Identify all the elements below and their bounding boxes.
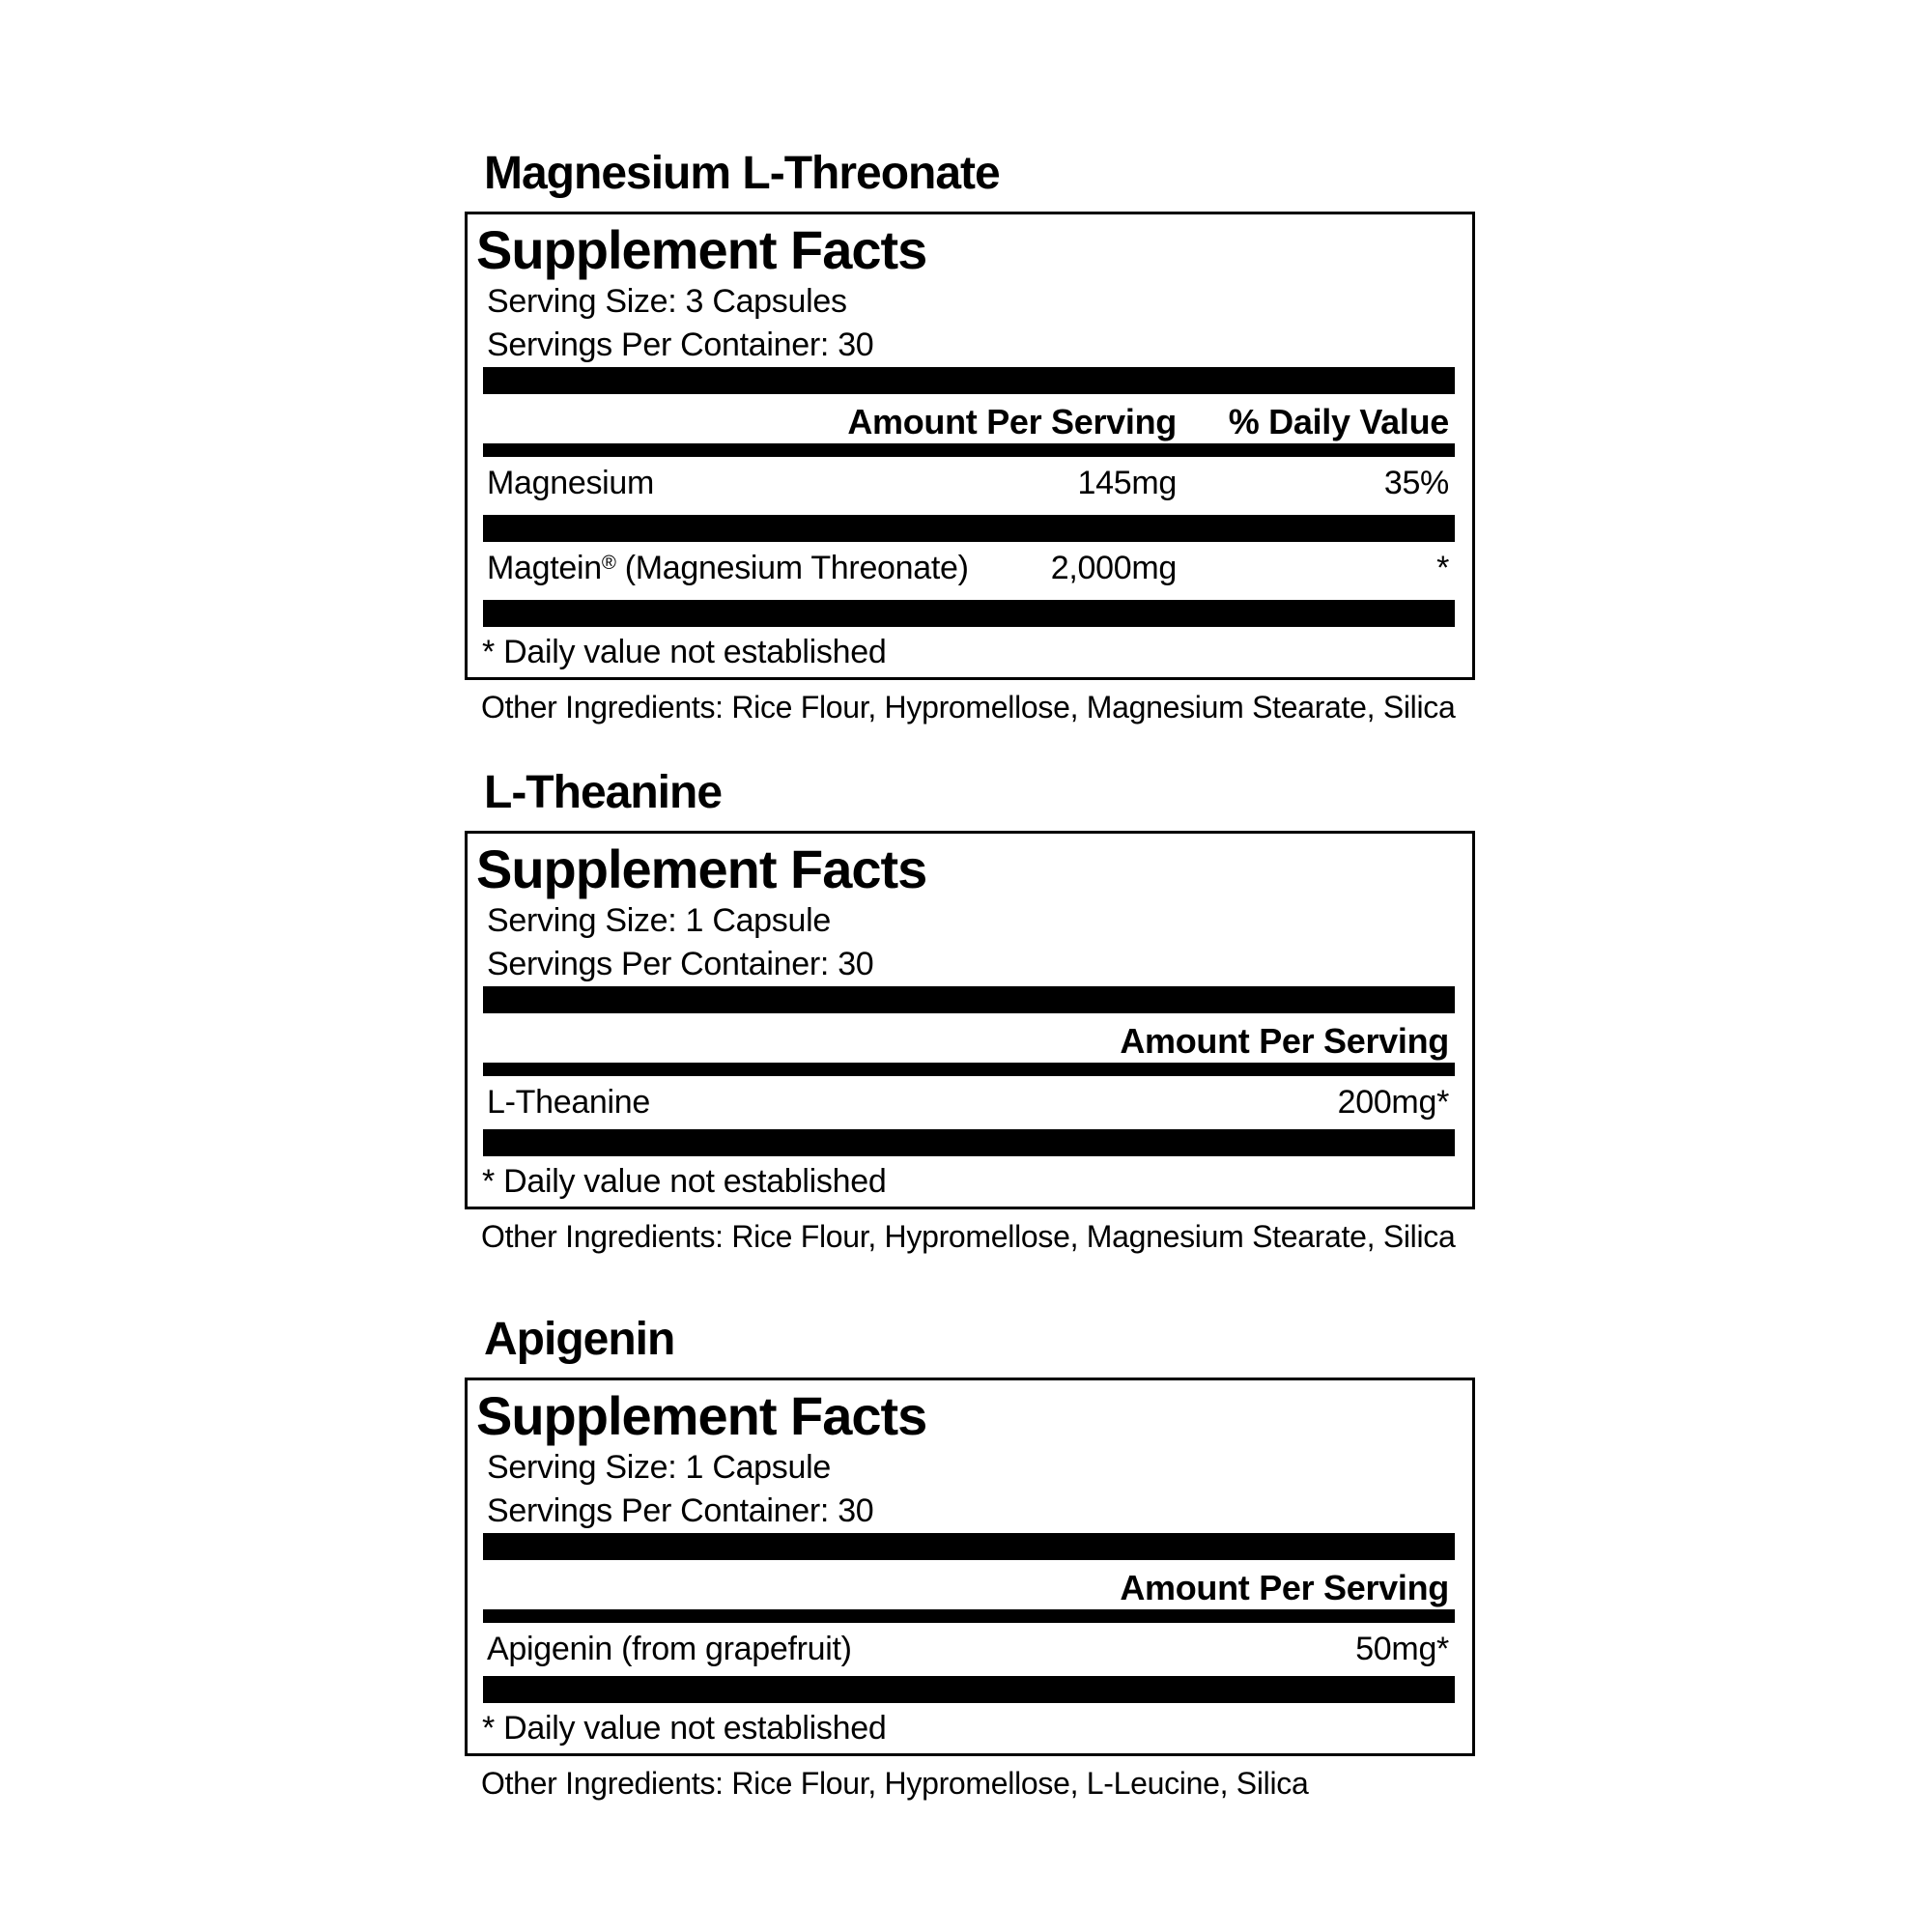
supplement-facts-heading: Supplement Facts	[476, 219, 927, 280]
ingredient-amount: 145mg	[1077, 465, 1177, 501]
divider-bar-thick	[483, 515, 1455, 542]
divider-bar-thick	[483, 367, 1455, 394]
column-header-row	[468, 400, 1472, 443]
other-ingredients: Other Ingredients: Rice Flour, Hypromellose, Magnesium Stearate, Silica	[481, 690, 1456, 724]
other-ingredients: Other Ingredients: Rice Flour, Hypromellose, Magnesium Stearate, Silica	[481, 1219, 1456, 1254]
divider-bar-thin	[483, 443, 1455, 457]
amount-per-serving-header: Amount Per Serving	[1120, 1568, 1449, 1607]
panel-l-theanine	[465, 766, 1475, 1259]
ingredient-name: L-Theanine	[487, 1084, 651, 1121]
servings-per-container: Servings Per Container: 30	[487, 327, 874, 363]
daily-value-header: % Daily Value	[1228, 402, 1449, 441]
daily-value-footnote: * Daily value not established	[482, 634, 887, 670]
panel-title: Magnesium L-Threonate	[484, 148, 1000, 199]
servings-per-container: Servings Per Container: 30	[487, 1492, 874, 1529]
serving-size: Serving Size: 1 Capsule	[487, 1449, 831, 1486]
ingredient-row-l-theanine	[468, 1081, 1472, 1124]
daily-value-footnote: * Daily value not established	[482, 1163, 887, 1200]
other-ingredients: Other Ingredients: Rice Flour, Hypromellose, L-Leucine, Silica	[481, 1766, 1309, 1801]
ingredient-row-magnesium	[468, 462, 1472, 510]
ingredient-row-magtein	[468, 547, 1472, 595]
ingredient-name: Magnesium	[487, 465, 655, 501]
serving-size: Serving Size: 3 Capsules	[487, 283, 847, 320]
panel-title: L-Theanine	[484, 767, 723, 818]
divider-bar-thin	[483, 1609, 1455, 1623]
ingredient-daily-value: 35%	[1383, 465, 1449, 501]
amount-per-serving-header: Amount Per Serving	[1120, 1021, 1449, 1061]
daily-value-footnote: * Daily value not established	[482, 1710, 887, 1747]
panel-magnesium-l-threonate	[465, 147, 1475, 729]
supplement-facts-heading: Supplement Facts	[476, 1385, 927, 1446]
registered-mark: ®	[601, 552, 616, 574]
supplement-facts-heading: Supplement Facts	[476, 838, 927, 899]
divider-bar-thick	[483, 1129, 1455, 1156]
supplement-facts-box	[465, 1378, 1475, 1756]
amount-per-serving-header: Amount Per Serving	[847, 402, 1177, 441]
ingredient-name: Apigenin (from grapefruit)	[487, 1631, 852, 1667]
supplement-facts-box	[465, 212, 1475, 680]
serving-size: Serving Size: 1 Capsule	[487, 902, 831, 939]
servings-per-container: Servings Per Container: 30	[487, 946, 874, 982]
panel-apigenin	[465, 1313, 1475, 1805]
divider-bar-thick	[483, 600, 1455, 627]
divider-bar-thick	[483, 1533, 1455, 1560]
divider-bar-thick	[483, 1676, 1455, 1703]
supplement-facts-box	[465, 831, 1475, 1209]
ingredient-amount: 50mg*	[1355, 1631, 1449, 1667]
divider-bar-thick	[483, 986, 1455, 1013]
ingredient-amount: 2,000mg	[1050, 550, 1177, 586]
divider-bar-thin	[483, 1063, 1455, 1076]
ingredient-row-apigenin	[468, 1628, 1472, 1671]
ingredient-name: Magtein® (Magnesium Threonate)	[487, 550, 969, 586]
panel-title: Apigenin	[484, 1314, 675, 1365]
ingredient-daily-value: *	[1436, 550, 1449, 586]
ingredient-amount: 200mg*	[1337, 1084, 1449, 1121]
